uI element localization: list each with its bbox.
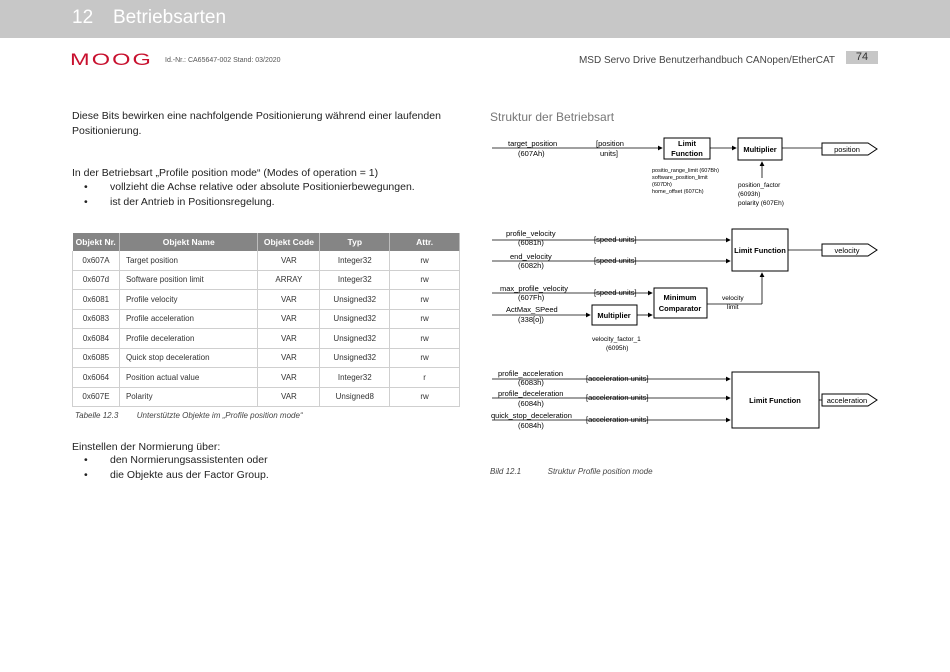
factor-label: (6093h) [738,191,761,198]
column-header: Typ [320,233,390,251]
table-cell: Integer32 [320,251,390,270]
input-id: (607Ah) [518,149,545,158]
table-cell: Quick stop deceleration [119,348,258,368]
table-cell: rw [390,270,460,290]
output-label: acceleration [826,396,868,405]
table-cell: Profile velocity [119,290,258,310]
brand-logo-text: MOOG [70,50,153,68]
table-cell: VAR [258,329,320,349]
figure-caption-label: Bild 12.1 [490,467,522,476]
limit-note: home_offset (607Ch) [652,189,704,195]
table-cell: 0x607d [73,270,120,290]
unit-label: [speed units] [594,235,637,244]
table-cell: Unsigned32 [320,309,390,329]
table-caption [75,411,303,420]
table-cell: r [390,368,460,388]
chapter-title: Betriebsarten [113,7,227,28]
input-label: max_profile_velocity [500,284,568,293]
input-id: (6083h) [518,378,544,387]
table-cell: Unsigned32 [320,348,390,368]
table-cell: Unsigned8 [320,387,390,407]
table-cell: 0x6084 [73,329,120,349]
table-cell: 0x6081 [73,290,120,310]
input-id: (6084h) [518,399,544,408]
block-label: Multiplier [743,145,777,154]
mode-bullet-text: ist der Antrieb in Positionsregelung. [110,196,275,208]
input-id: (6081h) [518,238,544,247]
figure-caption [490,467,653,476]
document-id: Id.-Nr.: CA65647-002 Stand: 03/2020 [165,57,281,64]
input-label: end_velocity [510,252,552,261]
column-header: Attr. [390,233,460,251]
table-cell: VAR [258,290,320,310]
input-label: target_position [508,139,558,148]
input-label: profile_velocity [506,229,556,238]
norm-bullet-text: den Normierungsassistenten oder [110,454,268,466]
input-id: (607Fh) [518,293,545,302]
table-caption-label: Tabelle 12.3 [75,411,119,420]
table-row [73,270,460,290]
table-cell: ARRAY [258,270,320,290]
structure-diagram [488,130,888,435]
unit-label: [acceleration units] [586,374,649,383]
bullet-dot: • [84,454,88,466]
table-cell: VAR [258,348,320,368]
bullet-dot: • [84,181,88,193]
unit-label: [speed units] [594,288,637,297]
input-label: profile_deceleration [498,389,564,398]
input-id: (6082h) [518,261,544,270]
velocity-factor-label: (6095h) [606,345,629,352]
input-label: quick_stop_deceleration [491,411,572,420]
diagram-title: Struktur der Betriebsart [490,110,615,124]
chapter-banner [0,0,950,38]
velocity-limit-label: limit [727,304,739,311]
table-row [73,368,460,388]
page-number: 74 [846,51,878,64]
table-cell: rw [390,309,460,329]
table-cell: rw [390,387,460,407]
table-row [73,251,460,270]
table-cell: Profile acceleration [119,309,258,329]
factor-label: polarity (607Eh) [738,200,784,207]
column-header: Objekt Nr. [73,233,120,251]
block-label: Limit Function [734,246,786,255]
output-label: position [834,145,860,154]
bullet-dot: • [84,196,88,208]
chapter-number: 12 [72,7,94,28]
table-cell: 0x6083 [73,309,120,329]
bullet-dot: • [84,469,88,481]
table-cell: 0x6064 [73,368,120,388]
table-row [73,309,460,329]
table-cell: VAR [258,251,320,270]
column-header: Objekt Name [119,233,258,251]
table-cell: 0x607A [73,251,120,270]
norm-intro: Einstellen der Normierung über: [72,441,221,453]
intro-line-2: Positionierung. [72,125,142,137]
limit-note: positio_range_limit (607Bh) [652,168,719,174]
table-cell: Position actual value [119,368,258,388]
table-cell: Polarity [119,387,258,407]
unit-label: [speed units] [594,256,637,265]
table-row [73,290,460,310]
table-cell: 0x6085 [73,348,120,368]
table-cell: Unsigned32 [320,290,390,310]
unit-label: [acceleration units] [586,393,649,402]
table-cell: rw [390,329,460,349]
unit-label: units] [600,149,618,158]
intro-line-1: Diese Bits bewirken eine nachfolgende Positionierung während einer laufenden [72,110,441,122]
limit-note: software_position_limit [652,175,708,181]
table-cell: Integer32 [320,368,390,388]
table-header-row [73,233,460,251]
limit-note: (607Dh) [652,182,672,188]
table-cell: VAR [258,368,320,388]
block-label: Limit Function [749,396,801,405]
table-cell: Target position [119,251,258,270]
table-caption-text: Unterstützte Objekte im „Profile position mode“ [136,411,303,420]
mode-intro: In der Betriebsart „Profile position mode“ (Modes of operation = 1) [72,167,379,179]
figure-caption-text: Struktur Profile position mode [547,467,653,476]
norm-bullet-text: die Objekte aus der Factor Group. [110,469,269,481]
table-cell: Unsigned32 [320,329,390,349]
table-cell: Integer32 [320,270,390,290]
table-cell: VAR [258,309,320,329]
block-label: Multiplier [597,311,631,320]
table-cell: rw [390,348,460,368]
factor-label: position_factor [738,182,781,189]
mode-bullet-text: vollzieht die Achse relative oder absolute Positionierbewegungen. [110,181,415,193]
column-header: Objekt Code [258,233,320,251]
velocity-limit-label: velocity [722,295,744,302]
velocity-factor-label: velocity_factor_1 [592,336,641,343]
unit-label: [acceleration units] [586,415,649,424]
block-label: Comparator [658,304,702,313]
input-id: (338[o]) [518,315,544,324]
unit-label: [position [596,139,624,148]
block-label: Minimum [663,293,697,302]
manual-title: MSD Servo Drive Benutzerhandbuch CANopen/EtherCAT [578,55,835,66]
table-row [73,387,460,407]
input-id: (6084h) [518,421,544,430]
table-cell: VAR [258,387,320,407]
intro-paragraph [72,109,441,139]
table-cell: 0x607E [73,387,120,407]
table-row [73,348,460,368]
table-row [73,329,460,349]
block-label: Function [671,149,703,158]
block-label: Limit [678,139,696,148]
table-cell: rw [390,251,460,270]
table-cell: Profile deceleration [119,329,258,349]
input-label: ActMax_SPeed [506,305,558,314]
output-label: velocity [834,246,860,255]
moog-logo [70,50,154,68]
table-cell: rw [390,290,460,310]
object-table [72,233,460,407]
table-cell: Software position limit [119,270,258,290]
input-label: profile_acceleration [498,369,564,378]
